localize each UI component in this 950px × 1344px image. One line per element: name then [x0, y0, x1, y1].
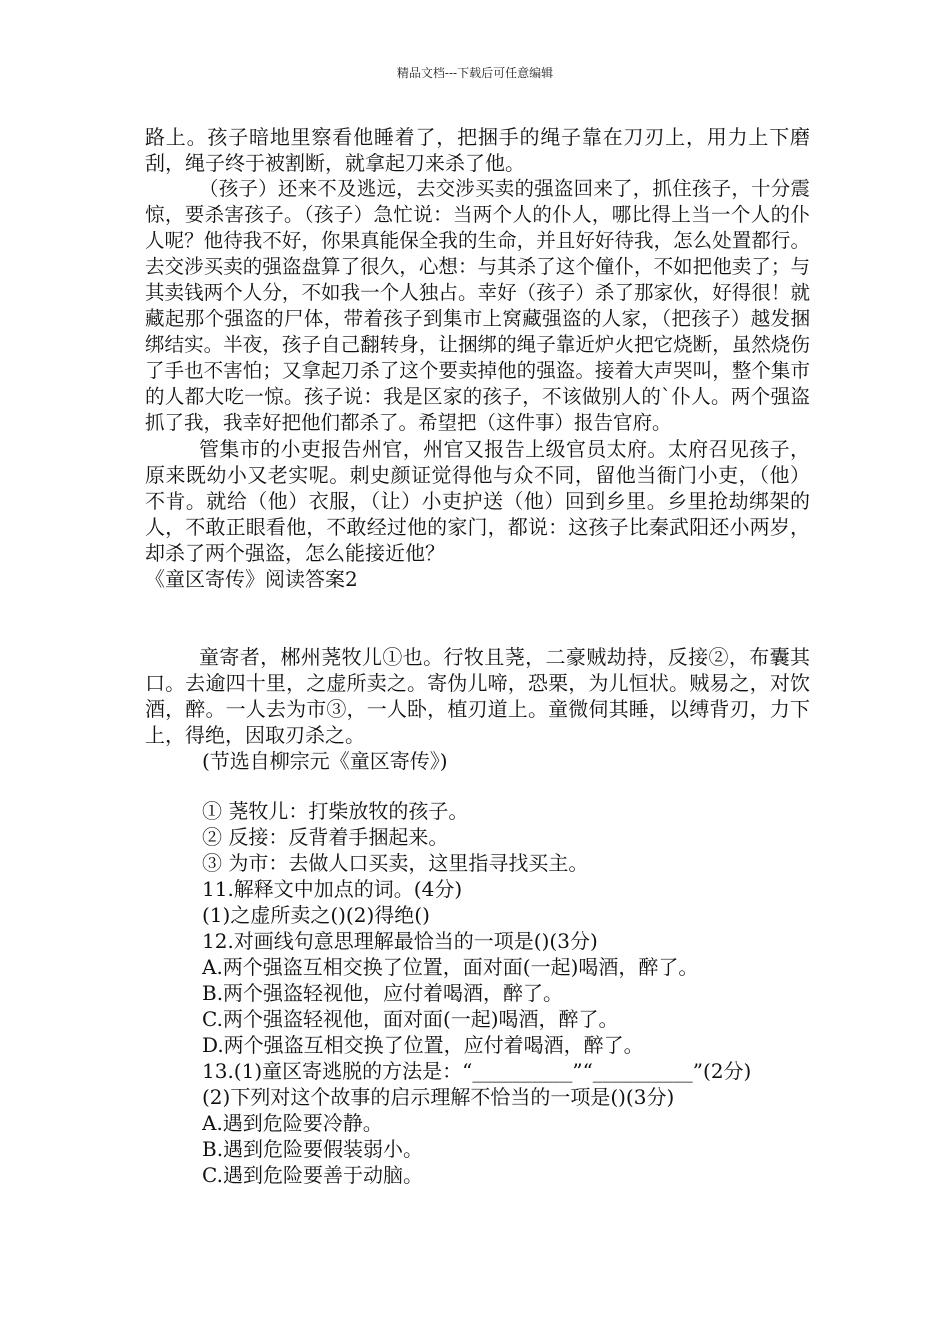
note-2: ② 反接：反背着手捆起来。 — [202, 825, 449, 849]
spacer — [145, 592, 810, 644]
source-citation: (节选自柳宗元《童区寄传》) — [202, 749, 448, 773]
question-13-option-b: B.遇到危险要假装弱小。 — [202, 1137, 424, 1161]
question-12-option-b: B.两个强盗轻视他，应付着喝酒，醉了。 — [202, 981, 564, 1005]
question-12-option-c: C.两个强盗轻视他，面对面(一起)喝酒，醉了。 — [202, 1007, 619, 1031]
document-body — [145, 124, 810, 1188]
translation-paragraph-1: 路上。孩子暗地里察看他睡着了，把捆手的绳子靠在刀刃上，用力上下磨刮，绳子终于被割断，就拿起刀来杀了他。 — [145, 125, 810, 175]
question-12-option-d: D.两个强盗互相交换了位置，应付着喝酒，醉了。 — [202, 1033, 644, 1057]
question-12: 12.对画线句意思理解最恰当的一项是()(3分) — [202, 929, 598, 953]
question-13-option-c: C.遇到危险要善于动脑。 — [202, 1163, 423, 1187]
note-1: ① 荛牧儿：打柴放牧的孩子。 — [202, 799, 469, 823]
page-header: 精品文档---下载后可任意编辑 — [396, 66, 554, 80]
question-11-items: (1)之虚所卖之()(2)得绝() — [202, 903, 430, 927]
question-13-part-1: 13.(1)童区寄逃脱的方法是：“__________”“__________”(2分) — [202, 1059, 752, 1083]
note-3: ③ 为市：去做人口买卖，这里指寻找买主。 — [202, 851, 589, 875]
section-title: 《童区寄传》阅读答案2 — [145, 567, 358, 591]
spacer — [145, 774, 810, 798]
translation-paragraph-3: 管集市的小吏报告州官，州官又报告上级官员太府。太府召见孩子，原来既幼小又老实呢。刺史颜证觉得他与众不同，留他当衙门小吏，（他）不肯。就给（他）衣服，（让）小吏护送（他）回到乡里。乡里抢劫绑架的人，不敢正眼看他，不敢经过他的家门，都说：这孩子比秦武阳还小两岁，却杀了两个强盗，怎么能接近他？ — [145, 437, 810, 565]
question-11: 11.解释文中加点的词。(4分) — [202, 877, 463, 901]
question-12-option-a: A.两个强盗互相交换了位置，面对面(一起)喝酒，醉了。 — [202, 955, 699, 979]
question-13-part-2: (2)下列对这个故事的启示理解不恰当的一项是()(3分) — [202, 1085, 675, 1109]
question-13-option-a: A.遇到危险要冷静。 — [202, 1111, 383, 1135]
translation-paragraph-2: （孩子）还来不及逃远，去交涉买卖的强盗回来了，抓住孩子，十分震惊，要杀害孩子。（孩子）急忙说：当两个人的仆人，哪比得上当一个人的仆人呢？他待我不好，你果真能保全我的生命，并且好好待我，怎么处置都行。去交涉买卖的强盗盘算了很久，心想：与其杀了这个僮仆，不如把他卖了；与其卖钱两个人分，不如我一个人独占。幸好（孩子）杀了那家伙，好得很！就藏起那个强盗的尸体，带着孩子到集市上窝藏强盗的人家，（把孩子）越发捆绑结实。半夜，孩子自己翻转身，让捆绑的绳子靠近炉火把它烧断，虽然烧伤了手也不害怕；又拿起刀杀了这个要卖掉他的强盗。接着大声哭叫，整个集市的人都大吃一惊。孩子说：我是区家的孩子，不该做别人的`仆人。两个强盗抓了我，我幸好把他们都杀了。希望把（这件事）报告官府。 — [145, 177, 810, 434]
original-text: 童寄者，郴州荛牧儿①也。行牧且荛，二豪贼劫持，反接②，布囊其口。去逾四十里，之虚所卖之。寄伪儿啼，恐栗，为儿恒状。贼易之，对饮酒，醉。一人去为市③，一人卧，植刃道上。童微伺其睡，以缚背刃，力下上，得绝，因取刃杀之。 — [145, 645, 810, 747]
